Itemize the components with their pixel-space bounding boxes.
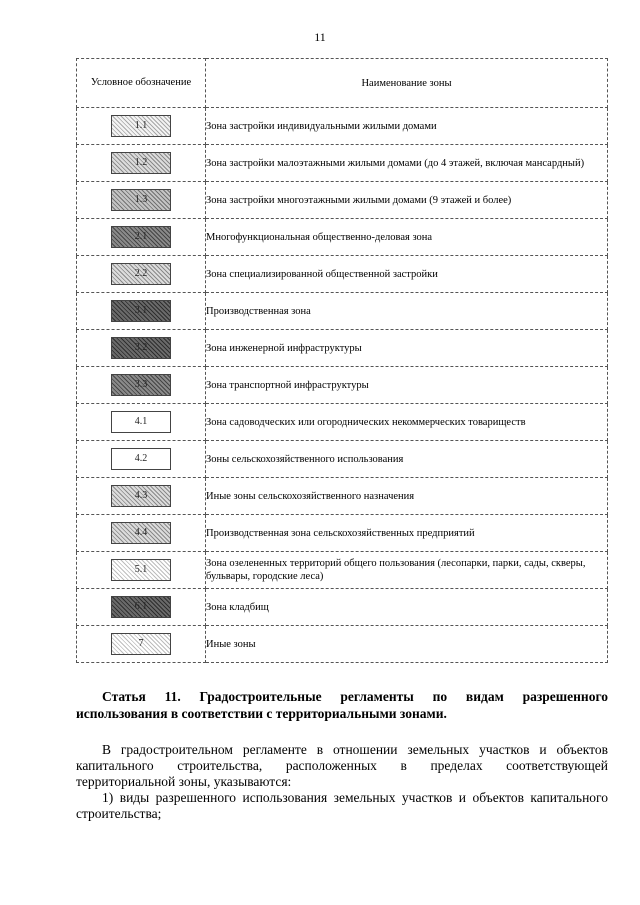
zone-swatch: 4.3 [111,485,171,507]
zone-swatch: 3.1 [111,300,171,322]
zone-name: Зона инженерной инфраструктуры [206,330,608,367]
table-row [77,219,608,256]
header-name: Наименование зоны [206,59,608,108]
zone-swatch: 2.1 [111,226,171,248]
header-symbol: Условное обозначение [77,59,206,108]
zone-swatch: 1.2 [111,152,171,174]
zone-name: Иные зоны [206,626,608,663]
table-row [77,552,608,589]
zone-name: Зона кладбищ [206,589,608,626]
zone-swatch: 4.2 [111,448,171,470]
table-header-row [77,59,608,108]
table-row [77,478,608,515]
zone-name: Зона застройки малоэтажными жилыми домами (до 4 этажей, включая мансардный) [206,145,608,182]
zone-name: Зона застройки индивидуальными жилыми домами [206,108,608,145]
table-row [77,367,608,404]
zone-swatch: 6.1 [111,596,171,618]
zones-table [76,58,608,663]
zone-name: Иные зоны сельскохозяйственного назначения [206,478,608,515]
table-row [77,145,608,182]
article-paragraph: 1) виды разрешенного использования земельных участков и объектов капитального строительства; [76,790,608,821]
zone-swatch: 4.1 [111,411,171,433]
zone-name: Зона садоводческих или огороднических некоммерческих товариществ [206,404,608,441]
zone-swatch: 7 [111,633,171,655]
zone-swatch: 3.3 [111,374,171,396]
zone-swatch: 1.1 [111,115,171,137]
article-body [76,742,608,822]
table-row [77,589,608,626]
table-row [77,626,608,663]
zone-name: Многофункциональная общественно-деловая зона [206,219,608,256]
table-row [77,256,608,293]
table-row [77,182,608,219]
zone-name: Зона озелененных территорий общего пользования (лесопарки, парки, сады, скверы, бульвары, городские леса) [206,552,608,589]
table-row [77,108,608,145]
zone-name: Производственная зона [206,293,608,330]
article-title: Статья 11. Градостроительные регламенты по видам разрешенного использования в соответствии с территориальными зонами. [76,689,608,721]
zone-swatch: 1.3 [111,189,171,211]
zone-name: Производственная зона сельскохозяйственных предприятий [206,515,608,552]
zone-name: Зона специализированной общественной застройки [206,256,608,293]
table-row [77,441,608,478]
table-row [77,404,608,441]
zone-name: Зоны сельскохозяйственного использования [206,441,608,478]
table-row [77,515,608,552]
zone-name: Зона застройки многоэтажными жилыми домами (9 этажей и более) [206,182,608,219]
zone-swatch: 5.1 [111,559,171,581]
zone-swatch: 2.2 [111,263,171,285]
article-paragraph: В градостроительном регламенте в отношении земельных участков и объектов капитального строительства, расположенных в пределах соответствующей территориальной зоны, указываются: [76,742,608,789]
zone-swatch: 3.2 [111,337,171,359]
page-number: 11 [314,30,326,44]
zone-swatch: 4.4 [111,522,171,544]
zone-name: Зона транспортной инфраструктуры [206,367,608,404]
table-row [77,293,608,330]
table-row [77,330,608,367]
